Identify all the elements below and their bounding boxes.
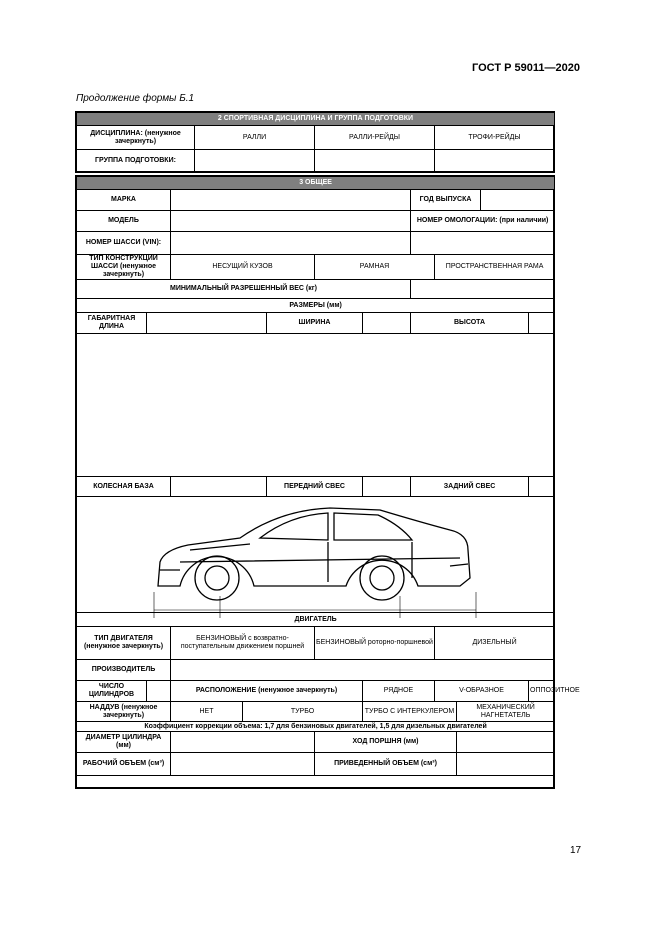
chassis-no-field[interactable] (171, 232, 411, 255)
manufacturer-label: ПРОИЗВОДИТЕЛЬ (77, 660, 171, 681)
section3-title: 3 ОБЩЕЕ (77, 177, 555, 190)
chassis-no-label: НОМЕР ШАССИ (VIN): (77, 232, 171, 255)
option-monocoque[interactable]: НЕСУЩИЙ КУЗОВ (171, 255, 315, 280)
option-turbo[interactable]: ТУРБО (243, 702, 363, 722)
wheelbase-label: КОЛЕСНАЯ БАЗА (77, 477, 171, 497)
cylinders-field[interactable] (147, 681, 171, 702)
section3-table (76, 176, 580, 776)
capacity-field[interactable] (171, 753, 315, 776)
option-diesel[interactable]: ДИЗЕЛЬНЫЙ (435, 627, 555, 660)
option-supercharger[interactable]: МЕХАНИЧЕСКИЙ НАГНЕТАТЕЛЬ (457, 702, 555, 722)
width-field[interactable] (363, 313, 411, 334)
option-rally[interactable]: РАЛЛИ (195, 126, 315, 150)
length-field[interactable] (147, 313, 267, 334)
discipline-label: ДИСЦИПЛИНА: (ненужное зачеркнуть) (77, 126, 195, 150)
sedan-side-view-icon (150, 500, 480, 622)
bore-field[interactable] (171, 732, 315, 753)
group-field[interactable] (435, 150, 555, 172)
width-label: ШИРИНА (267, 313, 363, 334)
stroke-field[interactable] (457, 732, 555, 753)
cylinders-label: ЧИСЛО ЦИЛИНДРОВ (77, 681, 147, 702)
option-v-type[interactable]: V-ОБРАЗНОЕ (435, 681, 529, 702)
standard-number: ГОСТ Р 59011—2020 (472, 62, 580, 74)
chassis-type-label: ТИП КОНСТРУКЦИИ ШАССИ (ненужное зачеркнуть) (77, 255, 171, 280)
option-frame[interactable]: РАМНАЯ (315, 255, 435, 280)
page-number: 17 (570, 845, 582, 856)
year-label: ГОД ВЫПУСКА (411, 190, 481, 211)
option-inline[interactable]: РЯДНОЕ (363, 681, 435, 702)
height-field[interactable] (529, 313, 555, 334)
boost-label: НАДДУВ (ненужное зачеркнуть) (77, 702, 171, 722)
option-petrol-rotary[interactable]: БЕНЗИНОВЫЙ роторно-поршневой (315, 627, 435, 660)
equiv-capacity-field[interactable] (457, 753, 555, 776)
model-field[interactable] (171, 211, 411, 232)
capacity-label: РАБОЧИЙ ОБЪЕМ (см³) (77, 753, 171, 776)
make-field[interactable] (171, 190, 411, 211)
group-field[interactable] (315, 150, 435, 172)
model-label: МОДЕЛЬ (77, 211, 171, 232)
correction-coef-note: Коэффициент коррекции объема: 1,7 для бензиновых двигателей, 1,5 для дизельных двигателей (77, 722, 555, 732)
option-petrol-piston[interactable]: БЕНЗИНОВЫЙ с возвратно-поступательным движением поршней (171, 627, 315, 660)
section2-table (76, 112, 555, 172)
year-field[interactable] (481, 190, 555, 211)
front-overhang-label: ПЕРЕДНИЙ СВЕС (267, 477, 363, 497)
option-opposed[interactable]: ОППОЗИТНОЕ (529, 681, 555, 702)
dimensions-heading: РАЗМЕРЫ (мм) (77, 299, 555, 313)
group-field[interactable] (195, 150, 315, 172)
option-trophy-raid[interactable]: ТРОФИ-РЕЙДЫ (435, 126, 555, 150)
rear-overhang-field[interactable] (529, 477, 555, 497)
homologation-label: НОМЕР ОМОЛОГАЦИИ: (при наличии) (411, 211, 555, 232)
stroke-label: ХОД ПОРШНЯ (мм) (315, 732, 457, 753)
front-overhang-field[interactable] (363, 477, 411, 497)
equiv-capacity-label: ПРИВЕДЕННЫЙ ОБЪЕМ (см³) (315, 753, 457, 776)
min-weight-field[interactable] (411, 280, 555, 299)
wheelbase-field[interactable] (171, 477, 267, 497)
rear-overhang-label: ЗАДНИЙ СВЕС (411, 477, 529, 497)
drawing-area (77, 334, 555, 477)
height-label: ВЫСОТА (411, 313, 529, 334)
min-weight-label: МИНИМАЛЬНЫЙ РАЗРЕШЕННЫЙ ВЕС (кг) (77, 280, 411, 299)
make-label: МАРКА (77, 190, 171, 211)
length-label: ГАБАРИТНАЯ ДЛИНА (77, 313, 147, 334)
group-label: ГРУППА ПОДГОТОВКИ: (77, 150, 195, 172)
engine-heading: ДВИГАТЕЛЬ (77, 613, 555, 627)
engine-type-label: ТИП ДВИГАТЕЛЯ (ненужное зачеркнуть) (77, 627, 171, 660)
manufacturer-field[interactable] (171, 660, 555, 681)
option-rally-raid[interactable]: РАЛЛИ-РЕЙДЫ (315, 126, 435, 150)
option-turbo-ic[interactable]: ТУРБО С ИНТЕРКУЛЕРОМ (363, 702, 457, 722)
option-space-frame[interactable]: ПРОСТРАНСТВЕННАЯ РАМА (435, 255, 555, 280)
layout-label: РАСПОЛОЖЕНИЕ (ненужное зачеркнуть) (171, 681, 363, 702)
bore-label: ДИАМЕТР ЦИЛИНДРА (мм) (77, 732, 171, 753)
section2-title: 2 СПОРТИВНАЯ ДИСЦИПЛИНА И ГРУППА ПОДГОТОВКИ (77, 113, 555, 126)
option-no-boost[interactable]: НЕТ (171, 702, 243, 722)
chassis-no-extra[interactable] (411, 232, 555, 255)
continuation-caption: Продолжение формы Б.1 (76, 93, 195, 104)
